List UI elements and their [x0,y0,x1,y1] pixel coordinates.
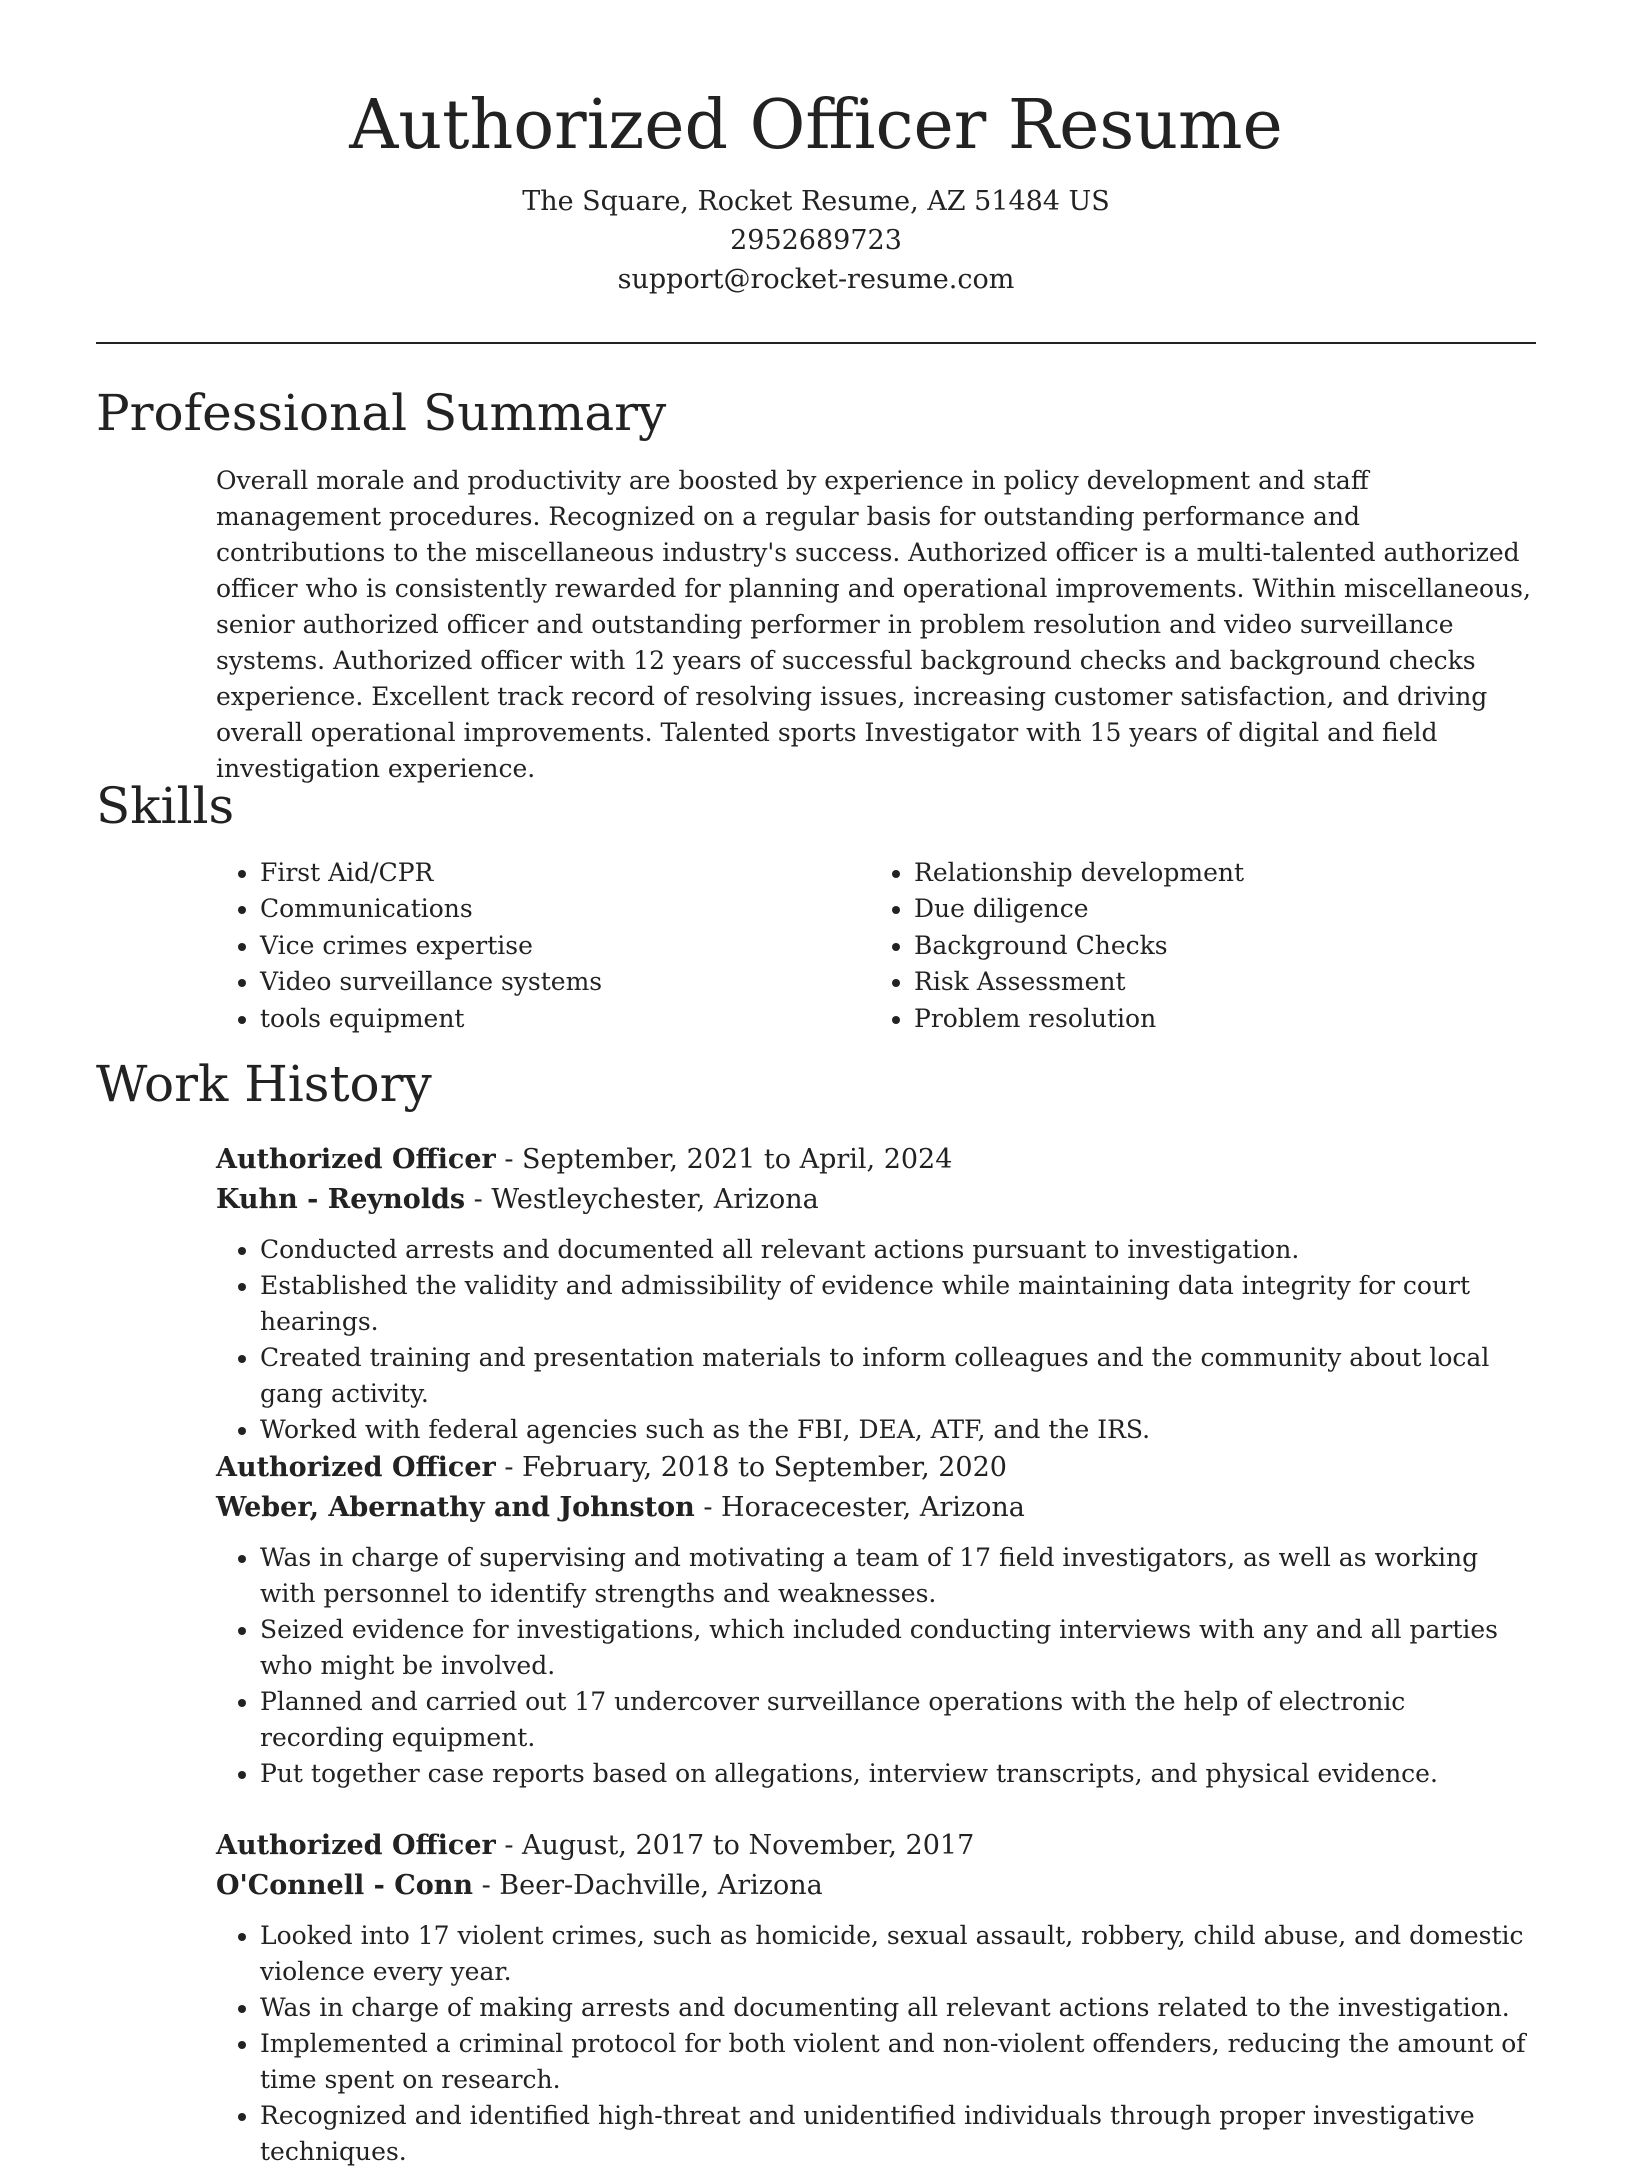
section-title-skills: Skills [96,777,235,835]
job-bullet: • Seized evidence for investigations, which included conducting interviews with any and all parties who might be involved. [260,1612,1536,1684]
job-title: Authorized Officer [216,1830,496,1861]
skills-list [216,855,1536,1037]
job-entry [216,1826,1536,2170]
skill-item: • Background Checks [914,928,1524,964]
job-company-line [216,1866,1536,1906]
job-bullet: • Conducted arrests and documented all relevant actions pursuant to investigation. [260,1232,1536,1268]
job-bullet: • Was in charge of making arrests and documenting all relevant actions related to the investigation. [260,1990,1536,2026]
job-company: Weber, Abernathy and Johnston [216,1492,695,1523]
header-divider [96,342,1536,344]
job-company-line [216,1488,1536,1528]
job-location: - Horacecester, Arizona [694,1492,1025,1523]
skill-item: • Communications [260,891,870,927]
job-company: Kuhn - Reynolds [216,1184,466,1215]
skill-item: • Video surveillance systems [260,964,870,1000]
job-bullet: • Worked with federal agencies such as the FBI, DEA, ATF, and the IRS. [260,1412,1536,1448]
job-bullet: • Created training and presentation materials to inform colleagues and the community about local gang activity. [260,1340,1536,1412]
summary-text: Overall morale and productivity are boosted by experience in policy development and staff management procedures. Recognized on a regular basis for outstanding performance and contributions to the miscellaneous industry's success. Authorized officer is a multi-talented authorized officer who is consistently rewarded for planning and operational improvements. Within miscellaneous, senior authorized officer and outstanding performer in problem resolution and video surveillance systems. Authorized officer with 12 years of successful background checks and background checks experience. Excellent track record of resolving issues, increasing customer satisfaction, and driving overall operational improvements. Talented sports Investigator with 15 years of digital and field investigation experience. [216,466,1531,783]
skill-item: • tools equipment [260,1001,870,1037]
resume-title: Authorized Officer Resume [349,86,1283,165]
job-entry [216,1140,1536,1448]
contact-info [96,182,1536,299]
job-bullets [216,1232,1536,1448]
contact-address: The Square, Rocket Resume, AZ 51484 US [522,186,1110,217]
skills-column-right [870,855,1524,1037]
skill-item: • Vice crimes expertise [260,928,870,964]
job-title-line [216,1448,1536,1488]
job-company: O'Connell - Conn [216,1870,474,1901]
job-company-line [216,1180,1536,1220]
job-dates: - September, 2021 to April, 2024 [495,1144,953,1175]
resume-header [96,82,1536,299]
job-entry [216,1448,1536,1792]
job-bullet: • Was in charge of supervising and motivating a team of 17 field investigators, as well as working with personnel to identify strengths and weaknesses. [260,1540,1536,1612]
job-bullet: • Implemented a criminal protocol for both violent and non-violent offenders, reducing the amount of time spent on research. [260,2026,1536,2098]
section-title-work-history: Work History [96,1055,432,1113]
contact-phone: 2952689723 [730,225,902,256]
job-bullet: • Established the validity and admissibility of evidence while maintaining data integrity for court hearings. [260,1268,1536,1340]
job-location: - Beer-Dachville, Arizona [473,1870,823,1901]
skill-item: • Risk Assessment [914,964,1524,1000]
job-bullet: • Looked into 17 violent crimes, such as homicide, sexual assault, robbery, child abuse, and domestic violence every year. [260,1918,1536,1990]
skill-item: • Due diligence [914,891,1524,927]
section-title-summary: Professional Summary [96,384,667,442]
skill-item: • Relationship development [914,855,1524,891]
skill-item: • First Aid/CPR [260,855,870,891]
skills-column-left [216,855,870,1037]
job-dates: - February, 2018 to September, 2020 [495,1452,1007,1483]
job-bullets [216,1918,1536,2170]
job-location: - Westleychester, Arizona [465,1184,819,1215]
job-title: Authorized Officer [216,1144,496,1175]
job-bullets [216,1540,1536,1792]
job-title: Authorized Officer [216,1452,496,1483]
job-bullet: • Put together case reports based on allegations, interview transcripts, and physical evidence. [260,1756,1536,1792]
job-bullet: • Planned and carried out 17 undercover surveillance operations with the help of electronic recording equipment. [260,1684,1536,1756]
contact-email: support@rocket-resume.com [617,264,1015,295]
job-title-line [216,1140,1536,1180]
job-dates: - August, 2017 to November, 2017 [495,1830,975,1861]
job-title-line [216,1826,1536,1866]
job-bullet: • Recognized and identified high-threat and unidentified individuals through proper investigative techniques. [260,2098,1536,2170]
skill-item: • Problem resolution [914,1001,1524,1037]
